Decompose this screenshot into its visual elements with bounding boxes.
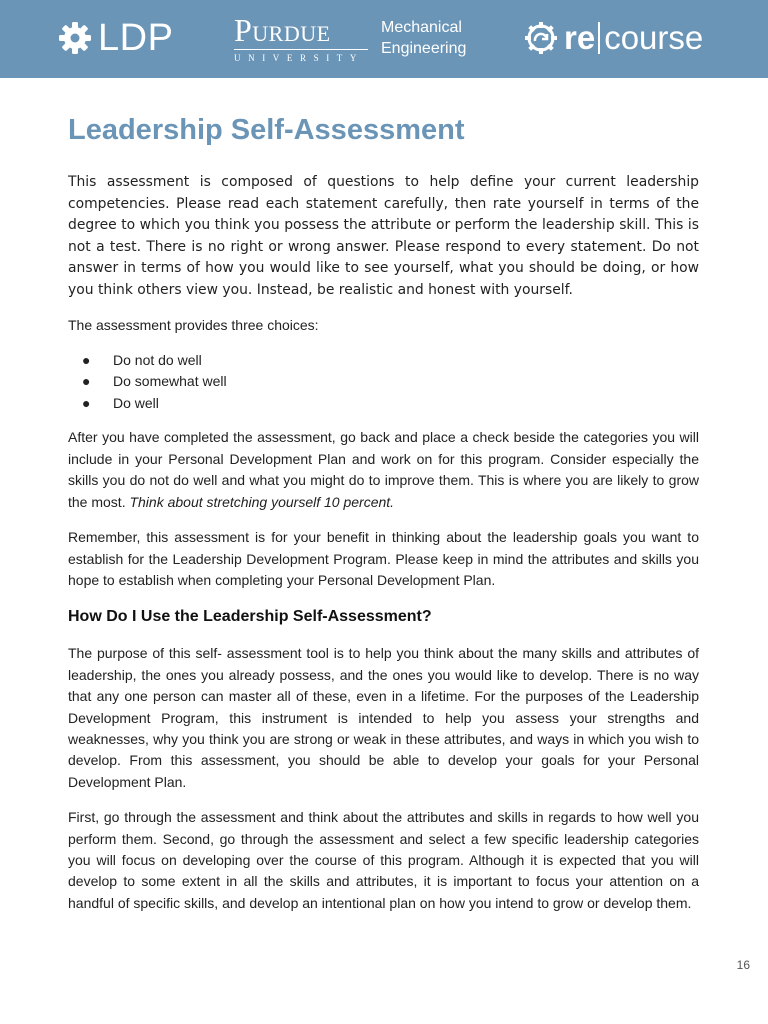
list-item [68, 350, 699, 372]
page-content [68, 110, 699, 914]
bullet-icon: ● [82, 351, 91, 368]
intro-paragraph: This assessment is composed of questions to help define your current leadership competencies. Please read each statement carefully, then rate yourself in terms of the degree to which you think you possess the attribute or perform the leadership skill. This is not a test. There is no right or wrong answer. Please respond to every statement. Do not answer in terms of how you would like to see yourself, what you should be doing, or how you think others view you. Instead, be realistic and honest with yourself. [68, 174, 699, 298]
recourse-logo [524, 16, 703, 60]
page-title: Leadership Self-Assessment [68, 114, 465, 146]
bullet-icon: ● [82, 373, 91, 390]
bullet-icon: ● [82, 394, 91, 411]
after-emphasis: Think about stretching yourself 10 percent. [129, 493, 395, 510]
list-item [68, 371, 699, 393]
page-number: 16 [736, 958, 750, 972]
after-text: After you have completed the assessment, go back and place a check beside the categories you will include in your Personal Development Plan and work on for this program. Consider especially the skills you do not do well and what you might do to improve them. This is where you are likely to grow the most. [68, 429, 699, 510]
gear-icon [58, 21, 92, 55]
recourse-divider [598, 22, 600, 54]
department-line-1: Mechanical [381, 19, 462, 36]
after-paragraph [68, 427, 699, 513]
ldp-logo [58, 14, 173, 62]
purdue-university-label: UNIVERSITY [234, 53, 364, 63]
gear-icon [524, 20, 558, 56]
recourse-course-label: course [604, 19, 704, 56]
section-heading: How Do I Use the Leadership Self-Assessment? [68, 608, 432, 626]
choices-intro: The assessment provides three choices: [68, 316, 319, 333]
department-label [381, 17, 466, 59]
purdue-logo [234, 14, 368, 63]
recourse-re-label: re [564, 19, 596, 56]
remember-paragraph: Remember, this assessment is for your benefit in thinking about the leadership goals you want to establish for the Leadership Development Program. Please keep in mind the attributes and skills you hope to establish when completing your Personal Development Plan. [68, 529, 699, 588]
ldp-label: LDP [98, 16, 174, 59]
purdue-rule [234, 49, 368, 50]
choice-text: Do somewhat well [113, 373, 227, 390]
purdue-wordmark: Purdue [234, 12, 331, 48]
first-paragraph: First, go through the assessment and think about the attributes and skills in regards to how well you perform them. Second, go through the assessment and select a few specific leadership categories you will focus on developing over the course of this program. Although it is expected that you will develop to some extent in all the skills and attributes, it is important to focus your attention on a handful of specific skills, and develop an intentional plan on how you intend to grow or develop them. [68, 809, 699, 911]
choices-list [68, 350, 699, 415]
choice-text: Do not do well [113, 351, 202, 368]
list-item [68, 393, 699, 415]
purpose-paragraph: The purpose of this self- assessment tool is to help you think about the many skills and attributes of leadership, the ones you already possess, and the ones you would like to develop. There is no way that any one person can master all of these, even in a lifetime. For the purposes of the Leadership Development Program, this instrument is intended to help you assess your strengths and weaknesses, why you think you are strong or weak in these attributes, and ways in which you wish to develop. From this assessment, you should be able to develop your goals for your Personal Development Plan. [68, 645, 699, 790]
header-banner [0, 0, 768, 78]
choice-text: Do well [113, 394, 159, 411]
department-line-2: Engineering [381, 40, 467, 57]
